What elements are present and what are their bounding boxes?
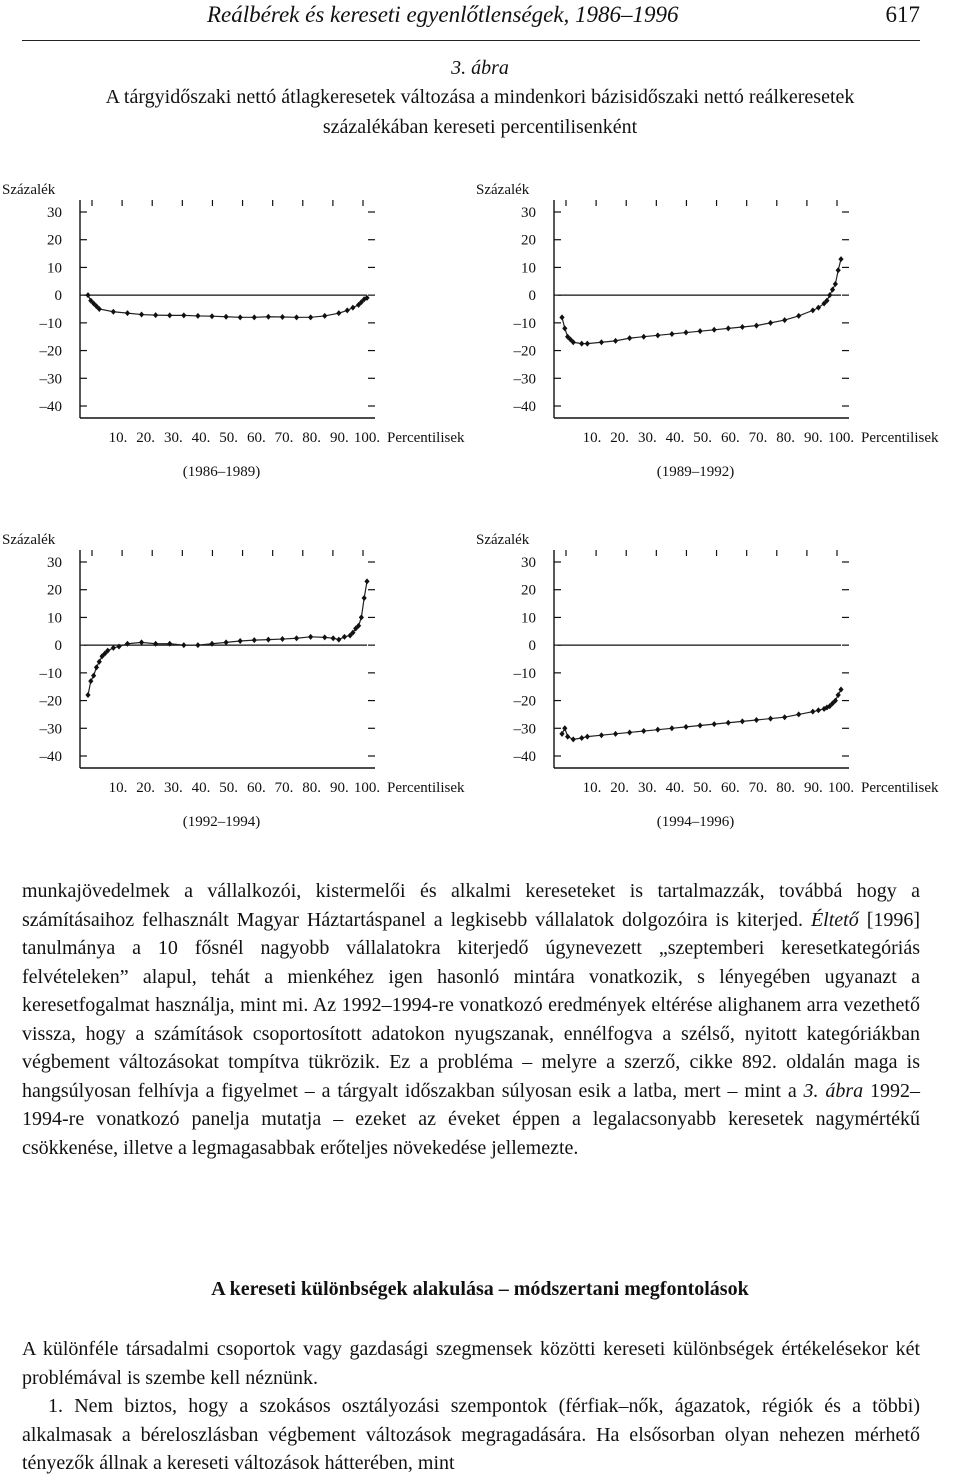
- data-point: [683, 724, 688, 730]
- data-point: [308, 634, 313, 640]
- data-point: [585, 734, 590, 740]
- y-tick-label: 10: [521, 610, 536, 627]
- section-heading: A kereseti különbségek alakulása – módszertani megfontolások: [211, 1278, 749, 1300]
- data-point: [252, 314, 257, 320]
- data-point: [209, 641, 214, 647]
- body-paragraph-1: [22, 877, 920, 1162]
- data-point: [336, 310, 341, 316]
- body-paragraph-2: [22, 1335, 920, 1478]
- data-point: [627, 335, 632, 341]
- data-point: [726, 325, 731, 331]
- x-tick-label: 30.: [163, 430, 183, 446]
- data-point: [562, 325, 567, 331]
- chart-1989-1992: [474, 178, 960, 488]
- figure-reference: 3. ábra: [803, 1079, 864, 1102]
- y-tick-label: 10: [47, 610, 62, 627]
- x-tick-label: 10.: [108, 430, 128, 446]
- chart-1992-1994: [0, 528, 486, 838]
- data-point: [712, 327, 717, 333]
- x-tick-label: 70.: [748, 430, 768, 446]
- x-axis-label: Percentilisek: [861, 780, 939, 796]
- y-tick-label: –40: [513, 399, 536, 415]
- y-tick-label: –20: [39, 693, 62, 710]
- data-point: [599, 732, 604, 738]
- x-tick-label: 20.: [610, 780, 630, 796]
- y-tick-label: 20: [47, 232, 62, 249]
- data-point: [91, 673, 96, 679]
- data-point: [359, 614, 364, 620]
- data-point: [350, 305, 355, 311]
- data-point: [669, 331, 674, 337]
- x-tick-label: 10.: [582, 430, 602, 446]
- data-point: [223, 639, 228, 645]
- x-tick-label: 100.: [827, 780, 855, 796]
- chart-1986-1989: [0, 178, 480, 488]
- data-point: [85, 292, 90, 298]
- data-point: [836, 692, 841, 698]
- x-tick-label: 70.: [748, 780, 768, 796]
- y-tick-label: –40: [39, 749, 62, 765]
- data-point: [153, 312, 158, 318]
- data-point: [209, 313, 214, 319]
- y-axis-label: Százalék: [2, 182, 56, 198]
- x-axis-label: Percentilisek: [387, 430, 465, 446]
- data-point: [266, 314, 271, 320]
- data-point: [796, 711, 801, 717]
- y-tick-label: 0: [528, 288, 536, 305]
- para1-text-b: [1996] tanulmánya a 10 fősnél nagyobb vállalatokra kiterjedő úgynevezett „szeptemberi keresetkategóriás felvételeken” alapul, tehát a mienkéhez igen hasonló mintára vonatkozik, s lényegében ugyanazt a keresetfogalmat használja, mint mi. Az 1992–1994-re vonatkozó eredmények eltérése alighanem arra vezethető vissza, hogy a számítások csoportosított adatokon nyugszanak, ennélfogva a szélső, nyitott kategóriákban végbement változásokat tompítva tükrözik. Ez a probléma – melyre a szerző, cikke 892. oldalán maga is hangsúlyosan felhívja a figyelmet – a tárgyalt időszakban súlyosan esik a latba, mert – mint a: [22, 908, 921, 1102]
- y-tick-label: –20: [513, 343, 536, 360]
- data-point: [571, 736, 576, 742]
- data-point: [579, 735, 584, 741]
- x-tick-label: 80.: [302, 780, 322, 796]
- y-tick-label: 20: [521, 582, 536, 599]
- y-tick-label: 0: [528, 638, 536, 655]
- data-point: [754, 717, 759, 723]
- x-tick-label: 10.: [108, 780, 128, 796]
- y-tick-label: –10: [513, 665, 536, 682]
- y-tick-label: 30: [47, 205, 62, 221]
- data-point: [331, 635, 336, 641]
- data-point: [796, 313, 801, 319]
- figure-title-line1: A tárgyidőszaki nettó átlagkeresetek változása a mindenkori bázisidőszaki nettó reálkeresetek: [105, 86, 855, 108]
- x-tick-label: 100.: [353, 430, 381, 446]
- data-point: [816, 707, 821, 713]
- data-point: [712, 721, 717, 727]
- x-tick-label: 80.: [302, 430, 322, 446]
- data-point: [139, 312, 144, 318]
- data-point: [111, 645, 116, 651]
- y-tick-label: 20: [521, 232, 536, 249]
- para1-text-a: munkajövedelmek a vállalkozói, kistermelői és alkalmi kereseteket is tartalmazzák, továbbá hogy a számításaihoz felhasznált Magyar Háztartáspanel a legkisebb vállalatok dolgozóira is kiterjed.: [22, 880, 920, 931]
- figure-number: 3. ábra: [451, 57, 509, 79]
- running-header: [22, 0, 920, 41]
- x-tick-label: 50.: [219, 430, 239, 446]
- y-axis-label: Százalék: [2, 532, 56, 548]
- y-tick-label: 10: [521, 260, 536, 277]
- y-axis-label: Százalék: [476, 532, 530, 548]
- data-point: [613, 338, 618, 344]
- y-tick-label: –30: [513, 371, 536, 388]
- data-point: [85, 692, 90, 698]
- x-tick-label: 60.: [720, 430, 740, 446]
- data-point: [669, 725, 674, 731]
- data-point: [167, 312, 172, 318]
- y-tick-label: –10: [513, 315, 536, 332]
- y-tick-label: –40: [513, 749, 536, 765]
- data-point: [364, 578, 369, 584]
- y-tick-label: 30: [47, 555, 62, 571]
- data-point: [683, 330, 688, 336]
- data-point: [322, 634, 327, 640]
- x-axis-label: Percentilisek: [387, 780, 465, 796]
- x-tick-label: 60.: [720, 780, 740, 796]
- chart-caption: (1986–1989): [182, 464, 261, 480]
- y-tick-label: –10: [39, 315, 62, 332]
- data-point: [613, 731, 618, 737]
- data-point: [294, 635, 299, 641]
- x-tick-label: 20.: [610, 430, 630, 446]
- data-point: [223, 314, 228, 320]
- x-tick-label: 60.: [246, 430, 266, 446]
- x-tick-label: 100.: [827, 430, 855, 446]
- data-point: [111, 309, 116, 315]
- x-tick-label: 90.: [329, 430, 349, 446]
- y-tick-label: –30: [513, 721, 536, 738]
- x-tick-label: 100.: [353, 780, 381, 796]
- data-point: [627, 729, 632, 735]
- x-axis-label: Percentilisek: [861, 430, 939, 446]
- data-point: [280, 314, 285, 320]
- data-point: [740, 718, 745, 724]
- x-tick-label: 90.: [329, 780, 349, 796]
- y-tick-label: 10: [47, 260, 62, 277]
- data-point: [697, 723, 702, 729]
- data-point: [88, 678, 93, 684]
- data-point: [838, 256, 843, 262]
- page-number: 617: [885, 2, 920, 27]
- x-tick-label: 80.: [776, 430, 796, 446]
- x-tick-label: 70.: [274, 430, 294, 446]
- data-point: [768, 320, 773, 326]
- y-tick-label: –40: [39, 399, 62, 415]
- data-point: [810, 709, 815, 715]
- x-tick-label: 40.: [665, 430, 685, 446]
- data-point: [655, 727, 660, 733]
- y-tick-label: 0: [54, 638, 62, 655]
- data-point: [833, 281, 838, 287]
- x-tick-label: 30.: [637, 430, 657, 446]
- data-point: [726, 720, 731, 726]
- data-point: [810, 307, 815, 313]
- paragraph-point-1: 1. Nem biztos, hogy a szokásos osztályozási szempontok (férfiak–nők, ágazatok, régiók és a többi) alkalmasak a béreloszlásban végbement változások megragadására. Ha elsősorban olyan nehezen mérhető tényezők állnak a kereseti változások hátterében, mint: [22, 1395, 920, 1474]
- author-citation: Éltető: [810, 908, 859, 931]
- data-point: [97, 659, 102, 665]
- data-point: [836, 267, 841, 273]
- data-point: [585, 341, 590, 347]
- data-point: [238, 638, 243, 644]
- data-point: [238, 314, 243, 320]
- data-point: [116, 644, 121, 650]
- data-point: [782, 317, 787, 323]
- data-point: [139, 639, 144, 645]
- x-tick-label: 30.: [163, 780, 183, 796]
- y-tick-label: 20: [47, 582, 62, 599]
- data-point: [181, 312, 186, 318]
- data-point: [153, 641, 158, 647]
- y-tick-label: 30: [521, 205, 536, 221]
- y-tick-label: –30: [39, 721, 62, 738]
- x-tick-label: 90.: [803, 430, 823, 446]
- data-point: [336, 637, 341, 643]
- data-point: [362, 595, 367, 601]
- x-tick-label: 40.: [665, 780, 685, 796]
- data-point: [308, 314, 313, 320]
- paragraph-intro: A különféle társadalmi csoportok vagy gazdasági szegmensek közötti kereseti különbségek értékelésekor két problémával is szembe kell néznünk.: [22, 1338, 920, 1389]
- data-point: [559, 314, 564, 320]
- x-tick-label: 30.: [637, 780, 657, 796]
- y-tick-label: –20: [513, 693, 536, 710]
- data-point: [816, 305, 821, 311]
- data-point: [167, 641, 172, 647]
- x-tick-label: 10.: [582, 780, 602, 796]
- x-tick-label: 50.: [693, 430, 713, 446]
- data-point: [125, 310, 130, 316]
- data-point: [559, 731, 564, 737]
- data-point: [768, 716, 773, 722]
- data-point: [754, 323, 759, 329]
- data-point: [641, 728, 646, 734]
- x-tick-label: 40.: [191, 780, 211, 796]
- data-point: [94, 664, 99, 670]
- y-axis-label: Százalék: [476, 182, 530, 198]
- data-point: [782, 714, 787, 720]
- data-point: [827, 292, 832, 298]
- x-tick-label: 60.: [246, 780, 266, 796]
- data-point: [345, 307, 350, 313]
- data-point: [562, 725, 567, 731]
- y-tick-label: 0: [54, 288, 62, 305]
- data-point: [838, 686, 843, 692]
- para1-text-c: 1992–1994-re vonatkozó panelja mutatja – ezeket az éveket éppen a legalacsonyabb keresetek nagymértékű csökkenése, illetve a legmagasabbak erőteljes növekedése jellemezte.: [22, 1079, 921, 1159]
- data-point: [579, 341, 584, 347]
- data-point: [280, 636, 285, 642]
- data-point: [266, 637, 271, 643]
- y-tick-label: 30: [521, 555, 536, 571]
- x-tick-label: 50.: [219, 780, 239, 796]
- x-tick-label: 90.: [803, 780, 823, 796]
- x-tick-label: 80.: [776, 780, 796, 796]
- data-point: [565, 734, 570, 740]
- x-tick-label: 50.: [693, 780, 713, 796]
- chart-1994-1996: [474, 528, 960, 838]
- data-point: [181, 642, 186, 648]
- y-tick-label: –20: [39, 343, 62, 360]
- data-point: [740, 324, 745, 330]
- data-point: [294, 314, 299, 320]
- chart-caption: (1992–1994): [182, 814, 261, 830]
- data-point: [697, 328, 702, 334]
- data-point: [125, 641, 130, 647]
- data-point: [252, 637, 257, 643]
- y-tick-label: –30: [39, 371, 62, 388]
- figure-title-line2: százalékában kereseti percentilisenként: [322, 116, 638, 138]
- x-tick-label: 40.: [191, 430, 211, 446]
- x-tick-label: 20.: [136, 780, 156, 796]
- x-tick-label: 70.: [274, 780, 294, 796]
- chart-caption: (1989–1992): [656, 464, 735, 480]
- data-point: [599, 339, 604, 345]
- data-point: [342, 634, 347, 640]
- data-point: [830, 287, 835, 293]
- x-tick-label: 20.: [136, 430, 156, 446]
- data-point: [195, 642, 200, 648]
- data-point: [195, 313, 200, 319]
- chart-caption: (1994–1996): [656, 814, 735, 830]
- data-point: [641, 334, 646, 340]
- data-point: [322, 313, 327, 319]
- data-point: [655, 332, 660, 338]
- running-title: Reálbérek és kereseti egyenlőtlenségek, 1986–1996: [207, 2, 679, 27]
- y-tick-label: –10: [39, 665, 62, 682]
